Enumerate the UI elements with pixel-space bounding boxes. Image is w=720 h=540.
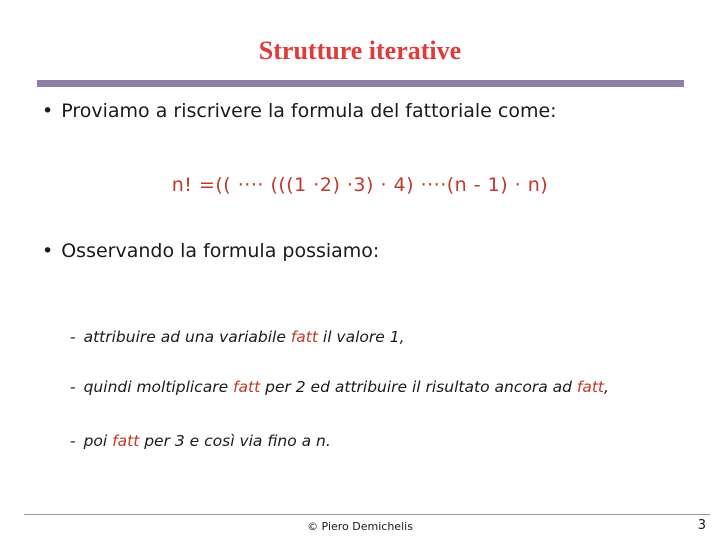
- subitem-text: quindi moltiplicare: [83, 378, 234, 396]
- subitem-text: per 2 ed attribuire il risultato ancora ad: [260, 378, 577, 396]
- subitem-text: attribuire ad una variabile: [83, 328, 291, 346]
- variable-fatt: fatt: [112, 432, 140, 450]
- page-number: 3: [697, 518, 706, 533]
- variable-fatt: fatt: [233, 378, 261, 396]
- subitem-1: [70, 328, 405, 346]
- subitem-3: [70, 432, 331, 450]
- dash-marker: -: [70, 432, 76, 450]
- dash-marker: -: [70, 328, 76, 346]
- subitem-text: poi: [83, 432, 113, 450]
- subitem-text: ,: [604, 378, 609, 396]
- subitem-text: il valore 1,: [317, 328, 405, 346]
- bullet-1: [42, 100, 557, 122]
- bullet-marker: •: [42, 240, 54, 262]
- variable-fatt: fatt: [576, 378, 605, 396]
- bullet-text: Proviamo a riscrivere la formula del fattoriale come:: [61, 100, 557, 122]
- bullet-text: Osservando la formula possiamo:: [61, 240, 380, 262]
- bullet-2: [42, 240, 379, 262]
- slide-title: Strutture iterative: [258, 36, 462, 65]
- factorial-formula: n! =(( ···· (((1 ·2) ·3) · 4) ····(n - 1) · n): [171, 174, 549, 196]
- footer-rule: [24, 514, 710, 515]
- subitem-2: [70, 378, 609, 396]
- title-rule: [37, 80, 684, 87]
- footer-author: © Piero Demichelis: [307, 520, 413, 533]
- bullet-marker: •: [42, 100, 54, 122]
- subitem-text: per 3 e così via fino a n.: [139, 432, 331, 450]
- dash-marker: -: [70, 378, 76, 396]
- variable-fatt: fatt: [290, 328, 318, 346]
